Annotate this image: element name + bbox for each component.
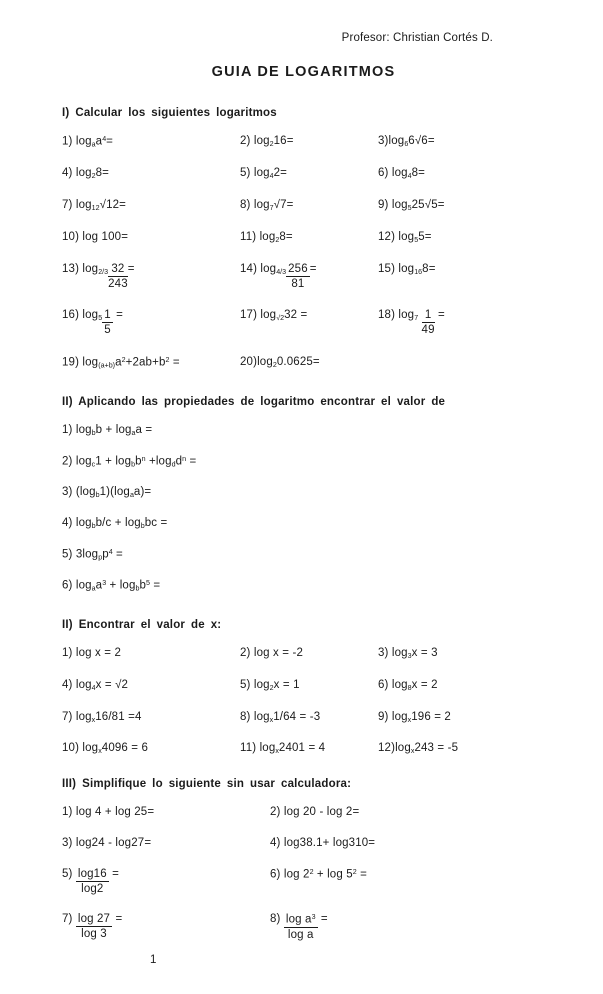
exercise-item: 8) $\frac{\log a^3}{\text{log a}}$ = xyxy=(270,913,328,941)
exercise-item: 13) $\log_{2/3}$ $\frac{32}{243}$ = xyxy=(62,262,135,290)
exercise-item: 11) $\log_28=$ xyxy=(240,230,293,244)
exercise-item: 1) log x = 2 xyxy=(62,647,122,660)
exercise-item: 10) $\log_x4096 = 6$ xyxy=(62,742,149,756)
fraction: $\frac{1}{5}$ xyxy=(104,309,111,337)
exercise-item: 17) $\log_{√2}32$ = xyxy=(240,309,308,323)
fraction: $\frac{256}{81}$ xyxy=(288,262,308,290)
exercise-grid-valor-x xyxy=(62,647,545,756)
exercise-item: 14) $\log_{4/3}$ $\frac{256}{81}$ = xyxy=(240,262,317,290)
section-calcular-heading: I) Calcular los siguientes logaritmos xyxy=(62,107,277,120)
fraction: $\frac{1}{49}$ xyxy=(421,309,435,337)
page-title: GUIA DE LOGARITMOS xyxy=(211,63,396,80)
exercise-item: $3)\log_66√6=$ xyxy=(378,134,435,148)
exercise-item: 7) $\log_x16/81 =4$ xyxy=(62,710,142,724)
exercise-item: 5) $\frac{\log 16}{\log 2}$ = xyxy=(62,867,119,895)
fraction: $\frac{\log 16}{\log 2}$ xyxy=(77,867,107,895)
exercise-item: 1) log 4 + log 25= xyxy=(62,806,155,819)
exercise-item: 1) $\log_bb + \log_aa$ = xyxy=(62,423,153,437)
page-number: 1 xyxy=(150,954,157,967)
section-propiedades-heading: II) Aplicando las propiedades de logaritmo encontrar el valor de xyxy=(62,395,446,408)
exercise-item: 3) $\log_3x = 3$ xyxy=(378,647,438,661)
professor-name: Profesor: Christian Cortés D. xyxy=(341,32,493,44)
exercise-item: 5) $\log_42=$ xyxy=(240,167,288,181)
section-valor-x-heading: II) Encontrar el valor de x: xyxy=(62,619,222,632)
fraction: $\frac{\log a^3}{\text{log a}}$ xyxy=(285,913,316,941)
exercise-item: 7) $\log_{12}√12=$ xyxy=(62,199,127,213)
exercise-item: 2) log 20 - log 2= xyxy=(270,806,360,819)
exercise-item: 4) $\log_bb/c + \log_bbc$ = xyxy=(62,516,168,530)
exercise-item: 5) $\log_2x = 1$ xyxy=(240,678,300,692)
exercise-item: $12)\log_x243 = -5$ xyxy=(378,742,459,756)
exercise-item: 10) log 100= xyxy=(62,230,129,243)
exercise-item: 4) log38.1+ log310= xyxy=(270,836,376,849)
exercise-item: 8) $\log_x1/64 = -3$ xyxy=(240,710,321,724)
exercise-item: 6) $\log_8x = 2$ xyxy=(378,678,438,692)
exercise-item: 5) $3\log_pp^4$ = xyxy=(62,547,123,562)
exercise-item: 1) $\log_aa^4=$ xyxy=(62,134,114,149)
exercise-item: 6) $\log_aa^3 + \log_bb^5$ = xyxy=(62,578,161,593)
exercise-item: 3) $(\log_b1)(\log_aa)=$ xyxy=(62,485,152,499)
exercise-item: 2) $\log_216=$ xyxy=(240,134,294,148)
exercise-item: 16) $\log_5$ $\frac{1}{5}$ = xyxy=(62,309,123,337)
exercise-item: 7) $\frac{\log 27}{\log 3}$ = xyxy=(62,913,123,941)
exercise-item: 4) $\log_4x = √2$ xyxy=(62,678,129,692)
section-simplifique-heading: III) Simplifique lo siguiente sin usar calculadora: xyxy=(62,778,352,791)
exercise-item: $20)\log_20.0625=$ xyxy=(240,355,320,369)
exercise-item: 15) $\log_{16}8=$ xyxy=(378,262,436,276)
exercise-item: 19) $\log_{(a+b)}a^2+2ab+b^2$ = xyxy=(62,355,180,370)
section-calcular xyxy=(62,107,545,370)
exercise-item: 9) $\log_x196 = 2$ xyxy=(378,710,451,724)
exercise-item: 2) log x = -2 xyxy=(240,647,303,660)
exercise-item: 11) $\log_x2401 = 4$ xyxy=(240,742,326,756)
exercise-item: 12) $\log_55=$ xyxy=(378,230,432,244)
section-propiedades xyxy=(62,396,545,593)
exercise-item: 8) $\log_7√7=$ xyxy=(240,199,294,213)
section-simplifique xyxy=(62,778,545,942)
exercise-item: 2) $\log_c1 + \log_bb^n +\log_dd^n$ = xyxy=(62,454,197,469)
exercise-item: 4) $\log_28=$ xyxy=(62,167,110,181)
fraction: $\frac{32}{243}$ xyxy=(108,262,128,290)
exercise-item: 9) $\log_525√5=$ xyxy=(378,199,445,213)
section-valor-x xyxy=(62,619,545,756)
exercise-item: 6) $\log_48=$ xyxy=(378,167,426,181)
exercise-item: 6) $\log 2^2 + \log 5^2$ = xyxy=(270,867,367,881)
fraction: $\frac{\log 27}{\log 3}$ xyxy=(77,913,111,941)
exercise-item: 3) log24 - log27= xyxy=(62,836,152,849)
exercise-item: 18) $\log_7$ $\frac{1}{49}$ = xyxy=(378,309,445,337)
exercise-grid-calcular xyxy=(62,135,545,370)
exercise-grid-simplifique xyxy=(62,806,545,942)
exercise-grid-propiedades xyxy=(62,424,545,593)
